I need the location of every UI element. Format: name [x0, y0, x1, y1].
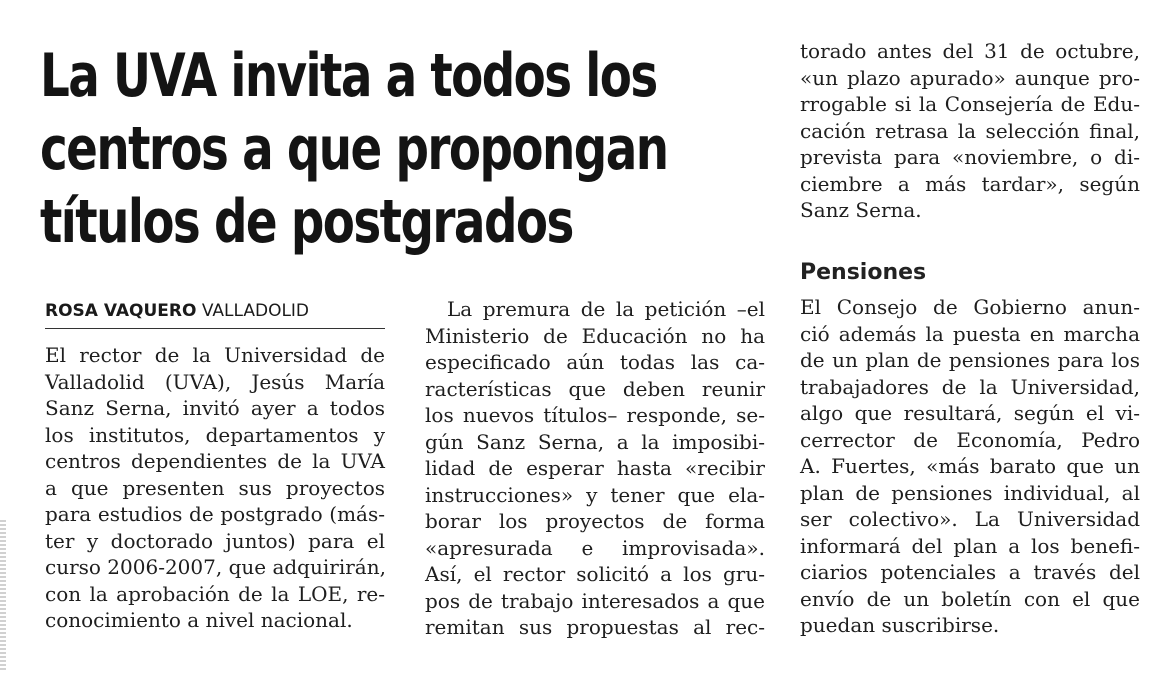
text-line: especificado aún todas las ca- — [425, 350, 765, 374]
text-line: remitan sus propuestas al rec- — [425, 615, 765, 639]
text-line: curso 2006-2007, que adquirirán, — [45, 555, 386, 579]
text-line: «un plazo apurado» aunque pro- — [800, 65, 1140, 90]
article-column-3-top — [800, 38, 1140, 224]
byline — [45, 300, 385, 329]
text-line: ció además la puesta en marcha — [800, 321, 1140, 346]
text-line: El rector de la Universidad de — [45, 343, 385, 367]
text-line: Valladolid (UVA), Jesús María — [45, 369, 385, 394]
text-line: envío de un boletín con el que — [800, 586, 1140, 611]
text-line: los nuevos títulos– responde, se- — [425, 403, 765, 427]
headline-line: centros a que propongan — [40, 114, 668, 184]
text-line: pos de trabajo interesados a que — [425, 588, 765, 613]
text-line: a que presenten sus proyectos — [45, 475, 385, 500]
article-column-3-bottom — [800, 294, 1140, 639]
article-column-1 — [45, 342, 385, 634]
article-column-2 — [425, 296, 765, 641]
text-line: ciembre a más tardar», según — [800, 171, 1140, 196]
text-line: «apresurada e improvisada». — [425, 535, 765, 560]
text-line: cación retrasa la selección final, — [800, 118, 1140, 143]
headline-line: títulos de postgrados — [40, 187, 573, 257]
headline-line: La UVA invita a todos los — [40, 41, 657, 111]
text-line: prevista para «noviembre, o di- — [800, 145, 1140, 169]
text-line: ciarios potenciales a través del — [800, 560, 1140, 584]
text-line: centros dependientes de la UVA — [45, 449, 385, 473]
text-line: rrogable si la Consejería de Edu- — [800, 92, 1140, 116]
text-line: torado antes del 31 de octubre, — [800, 39, 1140, 63]
text-line: para estudios de postgrado (más- — [45, 502, 385, 526]
text-line: ter y doctorado juntos) para el — [45, 528, 385, 553]
section-subhead: Pensiones — [800, 260, 927, 285]
text-line: trabajadores de la Universidad, — [800, 374, 1140, 399]
byline-city: VALLADOLID — [201, 301, 310, 321]
text-line: gún Sanz Serna, a la imposibi- — [425, 429, 765, 454]
text-line: instrucciones» y tener que ela- — [425, 482, 765, 507]
text-line: informará del plan a los benefi- — [800, 533, 1140, 558]
article-headline — [40, 40, 668, 259]
text-line: puedan suscribirse. — [800, 613, 1000, 637]
text-line: plan de pensiones individual, al — [800, 480, 1140, 505]
text-line: Sanz Serna. — [800, 198, 922, 222]
text-line: racterísticas que deben reunir — [425, 376, 765, 401]
text-line: los institutos, departamentos y — [45, 422, 385, 447]
text-line: ser colectivo». La Universidad — [800, 507, 1140, 531]
text-line: Sanz Serna, invitó ayer a todos — [45, 396, 385, 420]
text-line: A. Fuertes, «más barato que un — [800, 454, 1140, 478]
text-line: El Consejo de Gobierno anun- — [800, 295, 1140, 319]
text-line: conocimiento a nivel nacional. — [45, 608, 353, 632]
text-line: Ministerio de Educación no ha — [425, 323, 765, 348]
text-line: borar los proyectos de forma — [425, 509, 765, 533]
text-line: La premura de la petición –el — [447, 297, 765, 321]
text-line: de un plan de pensiones para los — [800, 348, 1140, 372]
scan-edge-artifact — [0, 520, 6, 670]
text-line: algo que resultará, según el vi- — [800, 401, 1140, 425]
byline-author: ROSA VAQUERO — [45, 301, 197, 321]
text-line: cerrector de Economía, Pedro — [800, 427, 1140, 452]
text-line: Así, el rector solicitó a los gru- — [425, 562, 765, 586]
text-line: lidad de esperar hasta «recibir — [425, 456, 765, 480]
text-line: con la aprobación de la LOE, re- — [45, 581, 385, 606]
